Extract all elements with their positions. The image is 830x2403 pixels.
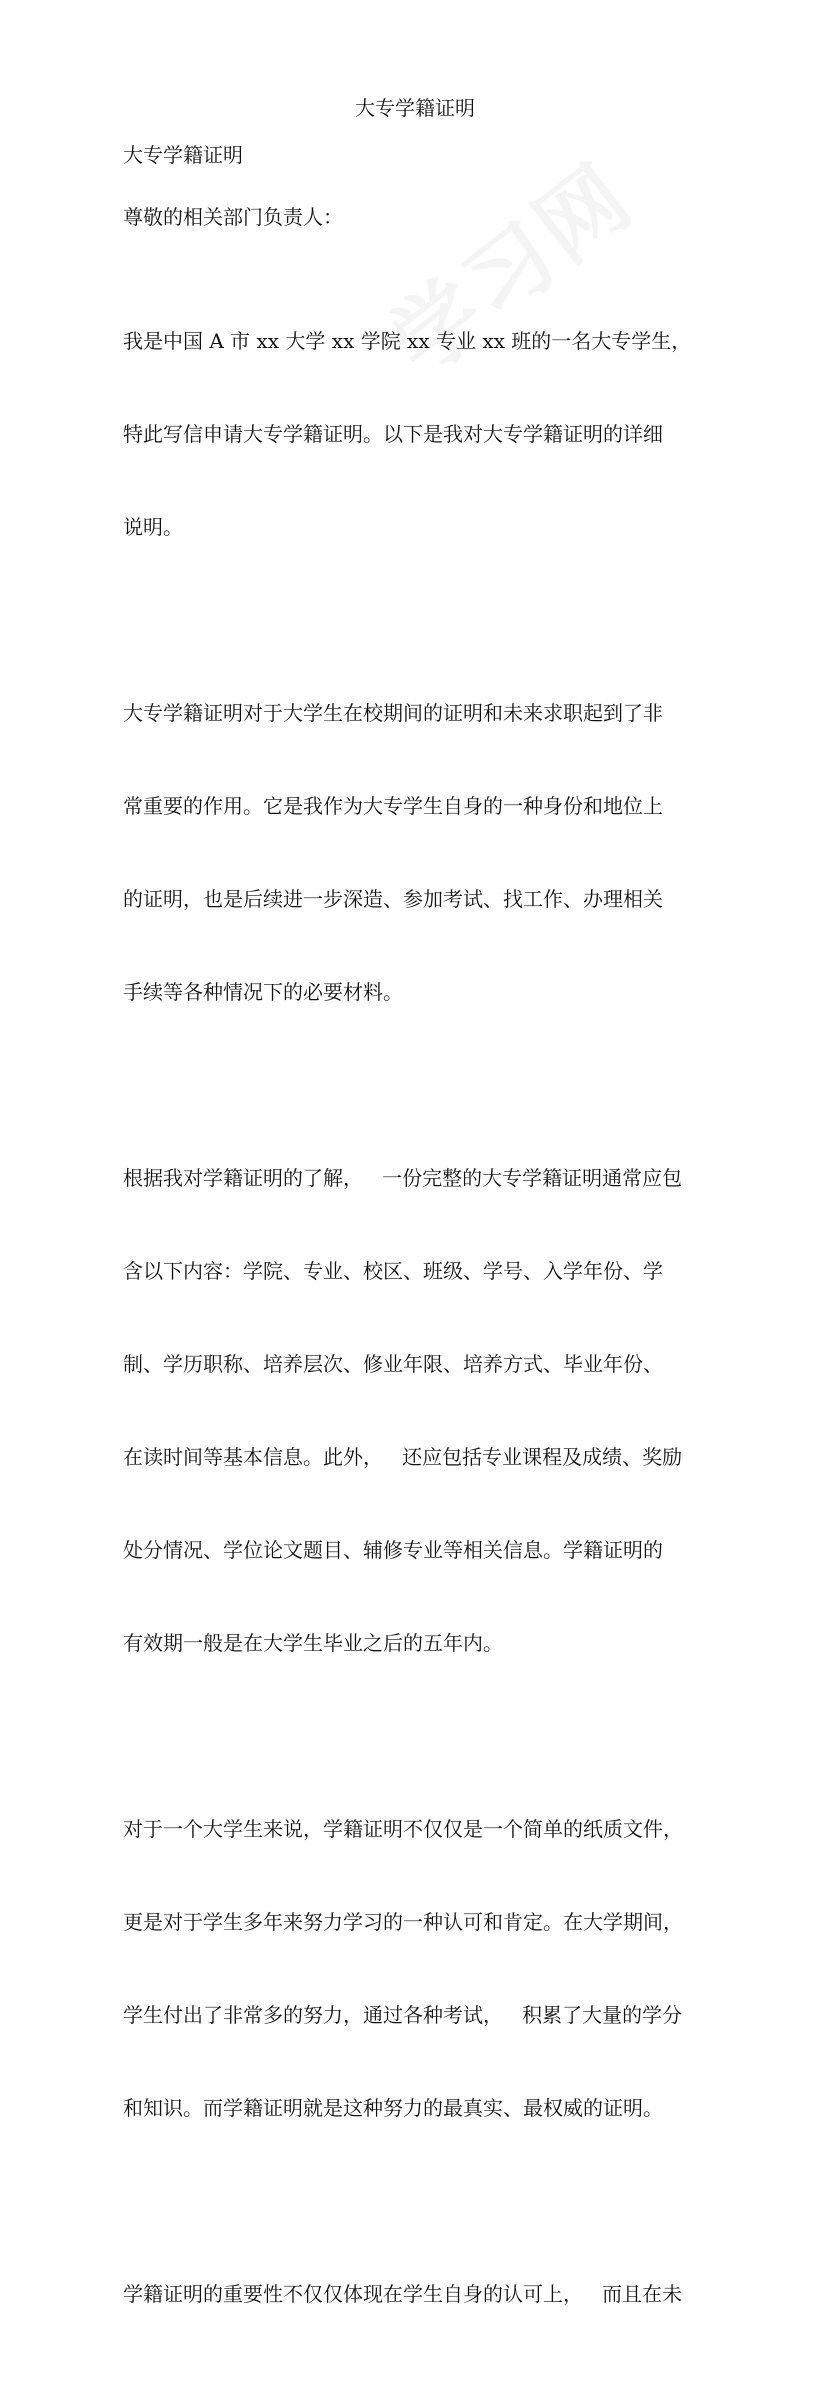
paragraph-line: 和知识。而学籍证明就是这种努力的最真实、最权威的证明。 <box>123 2096 663 2120</box>
paragraph-line: 有效期一般是在大学生毕业之后的五年内。 <box>123 1631 503 1655</box>
paragraph-line: 的证明，也是后续进一步深造、参加考试、找工作、办理相关 <box>123 887 663 911</box>
paragraph-line: 根据我对学籍证明的了解， 一份完整的大专学籍证明通常应包 <box>123 1166 683 1190</box>
paragraph-line: 手续等各种情况下的必要材料。 <box>123 980 403 1004</box>
document-subtitle: 大专学籍证明 <box>123 143 243 167</box>
paragraph-line: 处分情况、学位论文题目、辅修专业等相关信息。学籍证明的 <box>123 1538 663 1562</box>
paragraph-line: 学籍证明的重要性不仅仅体现在学生自身的认可上， 而且在未 <box>123 2282 683 2306</box>
paragraph-line: 在读时间等基本信息。此外， 还应包括专业课程及成绩、奖励 <box>123 1445 683 1469</box>
paragraph-line: 含以下内容：学院、专业、校区、班级、学号、入学年份、学 <box>123 1259 663 1283</box>
paragraph-1 <box>123 264 723 605</box>
paragraph-line: 特此写信申请大专学籍证明。以下是我对大专学籍证明的详细 <box>123 422 663 446</box>
paragraph-5 <box>123 2217 723 2372</box>
document-body <box>123 140 723 2403</box>
paragraph-2 <box>123 636 723 1070</box>
paragraph-line: 学生付出了非常多的努力，通过各种考试， 积累了大量的学分 <box>123 2003 683 2027</box>
salutation: 尊敬的相关部门负责人： <box>123 205 343 229</box>
paragraph-line: 说明。 <box>123 515 183 539</box>
page-title: 大专学籍证明 <box>355 96 475 120</box>
paragraph-line: 常重要的作用。它是我作为大专学生自身的一种身份和地位上 <box>123 794 663 818</box>
paragraph-line: 我是中国 A 市 xx 大学 xx 学院 xx 专业 xx 班的一名大专学生， <box>123 329 692 353</box>
paragraph-3 <box>123 1101 723 1721</box>
paragraph-line: 更是对于学生多年来努力学习的一种认可和肯定。在大学期间， <box>123 1910 683 1934</box>
paragraph-4 <box>123 1752 723 2186</box>
paragraph-line: 对于一个大学生来说，学籍证明不仅仅是一个简单的纸质文件， <box>123 1817 683 1841</box>
paragraph-line: 制、学历职称、培养层次、修业年限、培养方式、毕业年份、 <box>123 1352 663 1376</box>
paragraph-line: 大专学籍证明对于大学生在校期间的证明和未来求职起到了非 <box>123 701 663 725</box>
